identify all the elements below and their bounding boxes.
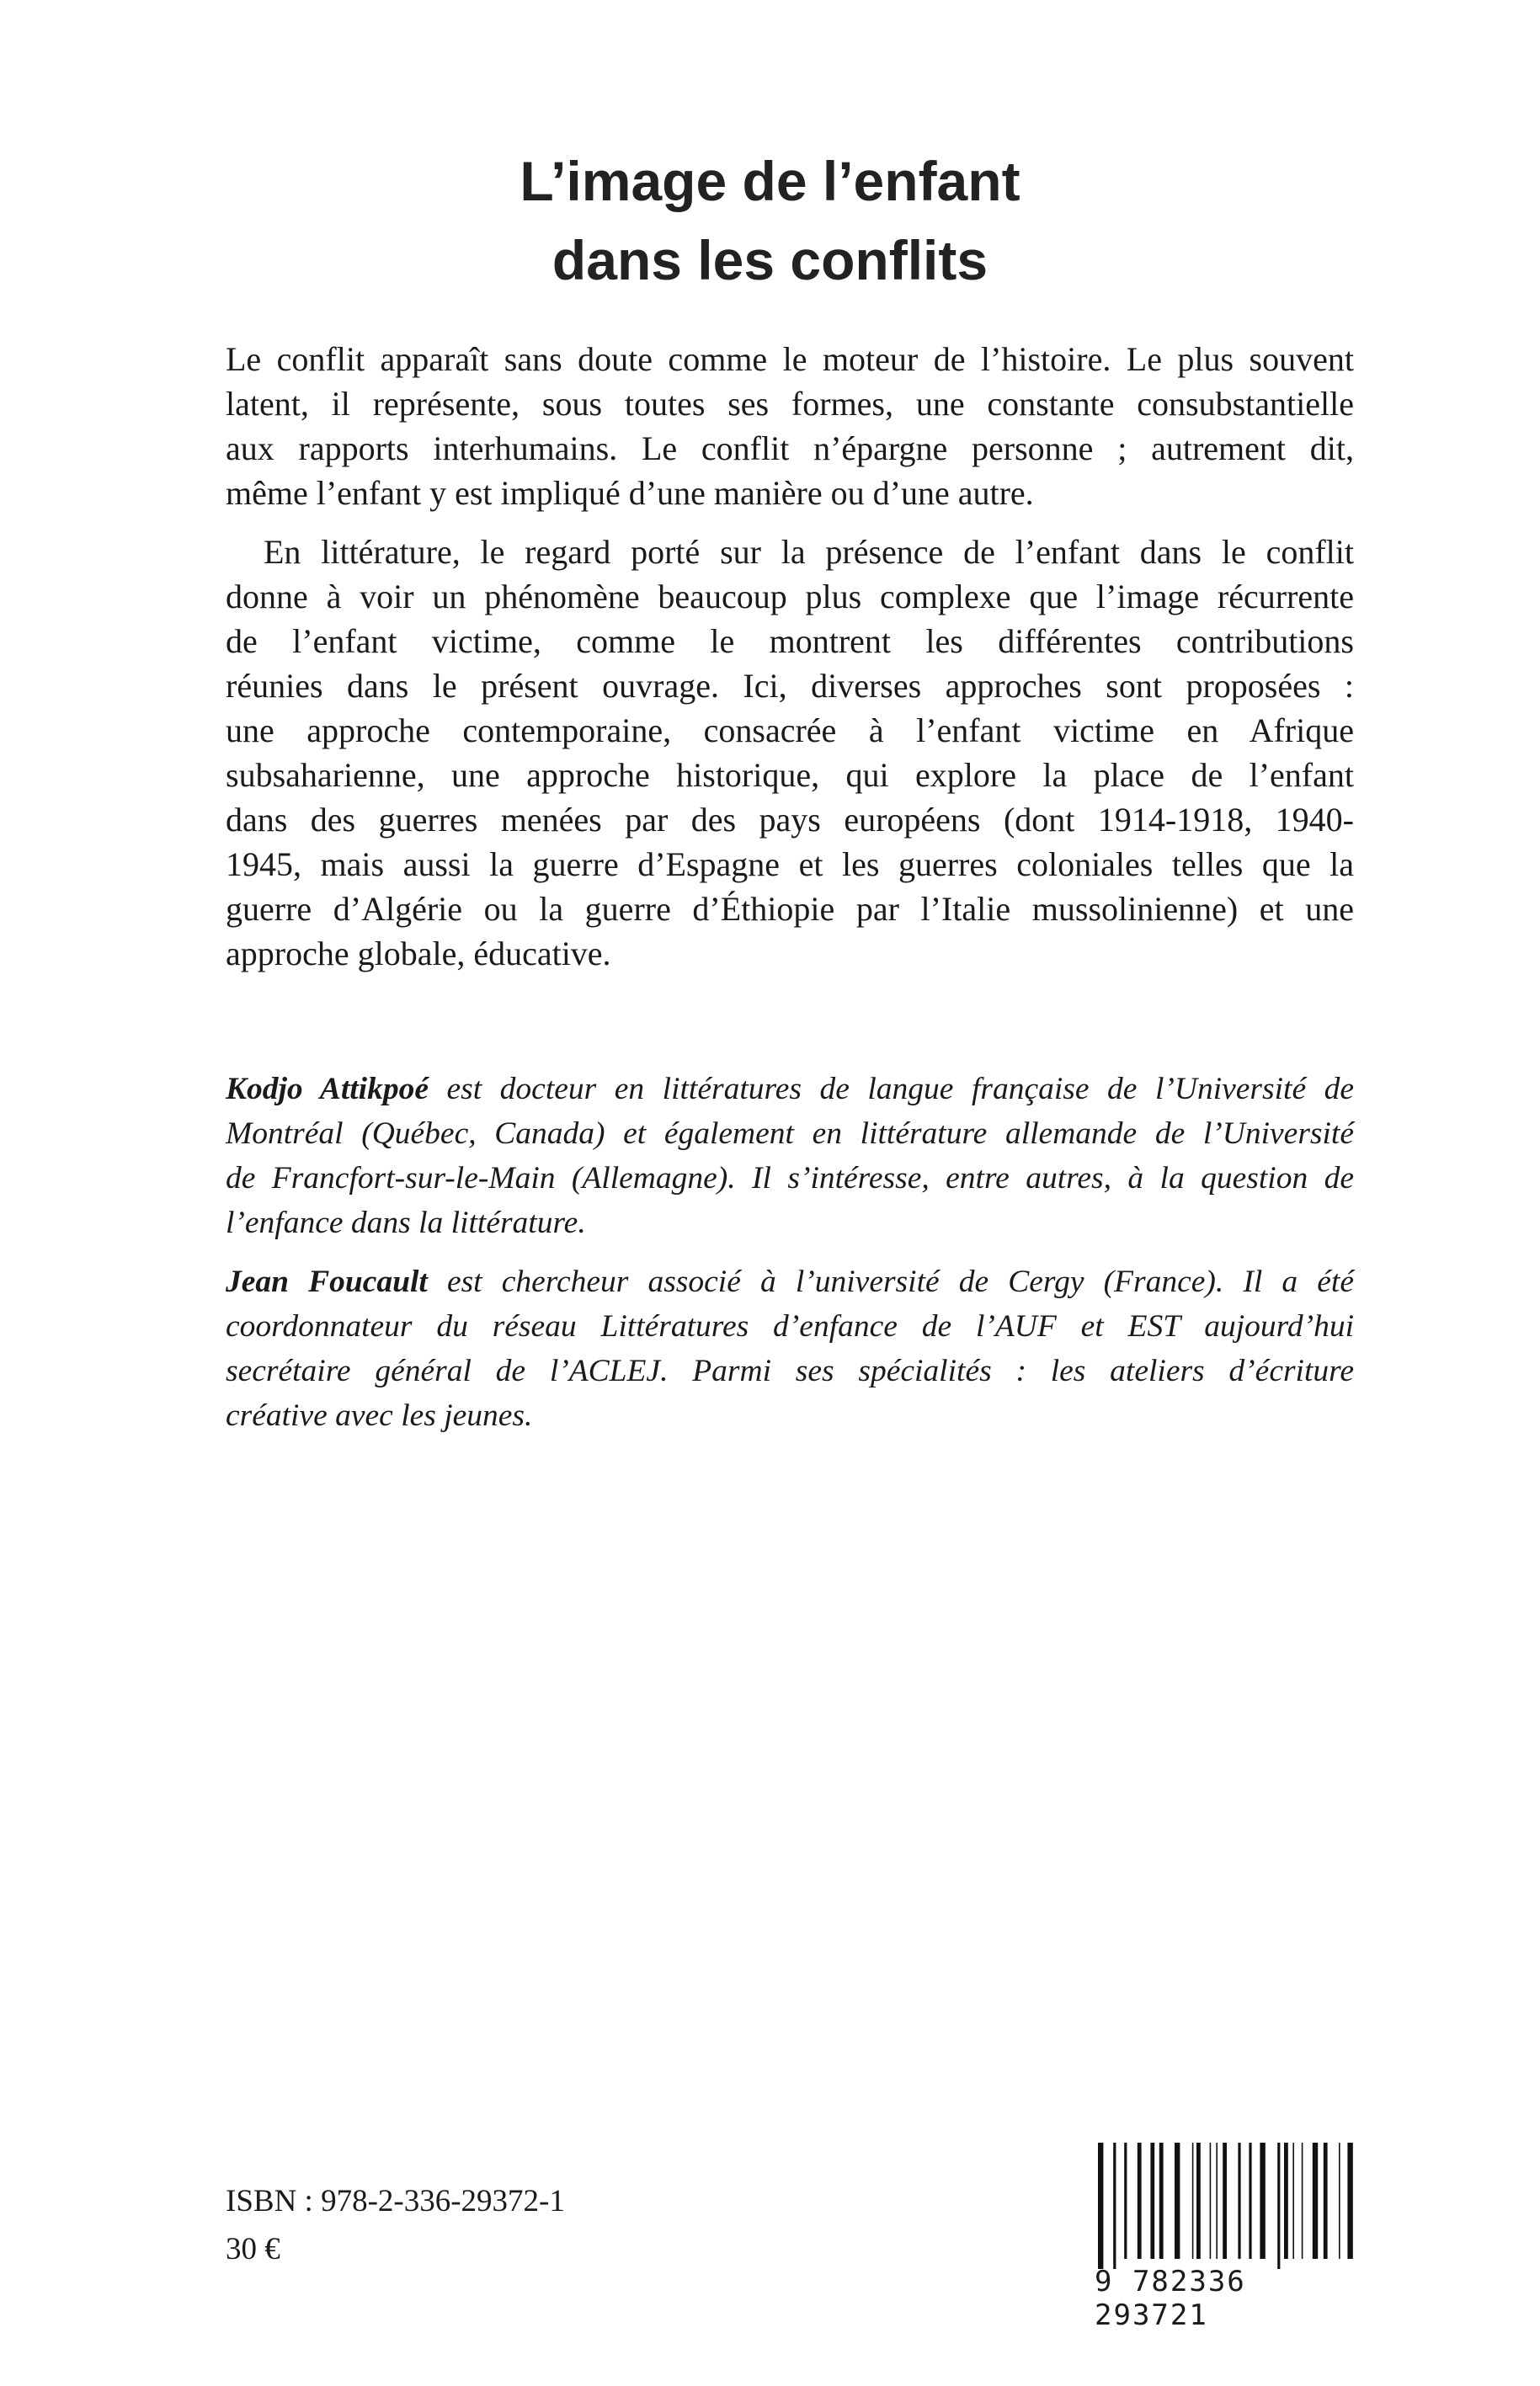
author-bio [226, 1067, 1354, 1245]
barcode-bar [1324, 2143, 1328, 2259]
text-line: réunies dans le présent ouvrage. Ici, diverses approches sont proposées : [226, 667, 1354, 705]
text-line: subsaharienne, une approche historique, qui explore la place de l’enfant [226, 756, 1354, 794]
text-line: Montréal (Québec, Canada) et également en littérature allemande de l’Université [226, 1116, 1354, 1151]
barcode-bar [1175, 2143, 1180, 2259]
text-line: de l’enfant victime, comme le montrent les différentes contributions [226, 622, 1354, 660]
barcode-bar [1159, 2143, 1164, 2259]
barcode-bar [1138, 2143, 1142, 2259]
barcode-bar [1098, 2143, 1103, 2269]
text-line: est chercheur associé à l’université de Cergy (France). Il a été [427, 1265, 1354, 1299]
text-line: l’enfance dans la littérature. [226, 1206, 586, 1240]
book-title [0, 141, 1540, 300]
paragraph [226, 337, 1354, 515]
text-line: donne à voir un phénomène beaucoup plus complexe que l’image récurrente [226, 578, 1354, 615]
barcode-bar [1113, 2143, 1116, 2269]
author-bios [226, 1067, 1354, 1438]
barcode-bar [1313, 2143, 1318, 2259]
text-line: une approche contemporaine, consacrée à l’enfant victime en Afrique [226, 711, 1354, 749]
barcode-bar [1284, 2143, 1288, 2259]
text-line: est docteur en littératures de langue française de l’Université de [428, 1072, 1355, 1106]
isbn: ISBN : 978-2-336-29372-1 [226, 2184, 565, 2218]
barcode-bar [1124, 2143, 1127, 2259]
paragraph [226, 530, 1354, 976]
barcode [1095, 2143, 1364, 2269]
barcode-bar [1339, 2143, 1340, 2259]
barcode-bar [1347, 2143, 1352, 2259]
title-line: dans les conflits [552, 229, 988, 291]
barcode-bar [1150, 2143, 1154, 2259]
author-name: Jean Foucault [226, 1265, 428, 1299]
title-line: L’image de l’enfant [520, 150, 1020, 212]
barcode-bar [1210, 2143, 1212, 2259]
text-line: aux rapports interhumains. Le conflit n’épargne personne ; autrement dit, [226, 429, 1354, 467]
text-line: En littérature, le regard porté sur la présence de l’enfant dans le conflit [264, 533, 1354, 571]
text-line: latent, il représente, sous toutes ses formes, une constante consubstantielle [226, 385, 1354, 423]
barcode-bar [1223, 2143, 1227, 2259]
barcode-bar [1292, 2143, 1294, 2259]
barcode-bar [1260, 2143, 1265, 2259]
barcode-bar [1196, 2143, 1201, 2259]
barcode-bar [1192, 2143, 1194, 2259]
text-line: de Francfort-sur-le-Main (Allemagne). Il s’intéresse, entre autres, à la question de [226, 1161, 1354, 1196]
price: 30 € [226, 2232, 280, 2266]
text-line: créative avec les jeunes. [226, 1398, 533, 1433]
barcode-bar [1277, 2143, 1280, 2269]
text-line: Le conflit apparaît sans doute comme le moteur de l’histoire. Le plus souvent [226, 340, 1354, 378]
barcode-bar [1249, 2143, 1251, 2259]
barcode-bar [1302, 2143, 1303, 2259]
text-line: dans des guerres menées par des pays européens (dont 1914-1918, 1940- [226, 801, 1354, 839]
author-bio [226, 1260, 1354, 1438]
barcode-bar [1216, 2143, 1218, 2259]
text-line: 1945, mais aussi la guerre d’Espagne et les guerres coloniales telles que la [226, 845, 1354, 883]
text-line: secrétaire général de l’ACLEJ. Parmi ses spécialités : les ateliers d’écriture [226, 1354, 1354, 1388]
text-line: approche globale, éducative. [226, 935, 611, 972]
text-line: guerre d’Algérie ou la guerre d’Éthiopie par l’Italie mussolinienne) et une [226, 890, 1354, 928]
barcode-digits: 9 782336 293721 [1095, 2265, 1246, 2332]
author-name: Kodjo Attikpoé [226, 1072, 429, 1106]
text-line: même l’enfant y est impliqué d’une manière ou d’une autre. [226, 474, 1034, 512]
summary [226, 337, 1354, 976]
barcode-bar [1238, 2143, 1240, 2259]
text-line: coordonnateur du réseau Littératures d’enfance de l’AUF et EST aujourd’hui [226, 1309, 1354, 1344]
